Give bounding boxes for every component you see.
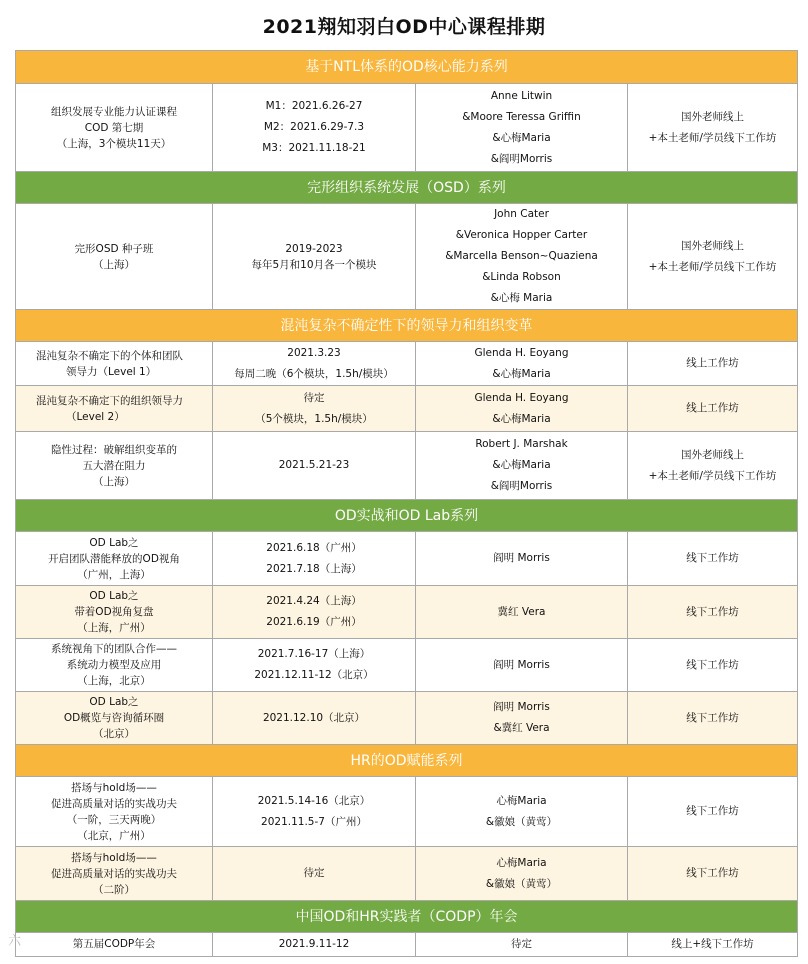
section-header [16, 500, 798, 532]
format-line: +本土老师/学员线下工作坊 [648, 131, 777, 144]
teachers-cell [416, 639, 628, 692]
course-name-line: COD 第七期 [84, 121, 144, 134]
section-title: 基于NTL体系的OD核心能力系列 [16, 51, 798, 84]
teacher-line: &心梅Maria [492, 367, 551, 380]
dates-cell [213, 432, 416, 500]
teachers-cell [416, 204, 628, 310]
course-name-line: （上海，广州） [77, 622, 151, 634]
teachers-cell [416, 777, 628, 847]
teacher-line: &Veronica Hopper Carter [455, 229, 588, 241]
course-name-line: 五大潜在阻力 [82, 459, 146, 472]
teacher-line: &阎明Morris [490, 480, 553, 492]
course-name-cell [16, 432, 213, 500]
course-name-line: 搭场与hold场—— [71, 851, 157, 864]
format-line: 国外老师线上 [681, 448, 744, 461]
teachers-cell [416, 847, 628, 901]
date-line: 2021.9.11-12 [278, 938, 350, 950]
course-row [16, 204, 798, 310]
dates-cell [213, 692, 416, 745]
teachers-cell [416, 342, 628, 386]
dates-cell [213, 586, 416, 639]
section-title: HR的OD赋能系列 [16, 745, 798, 777]
course-name-line: 带着OD视角复盘 [74, 606, 154, 618]
course-name-line: （上海） [93, 258, 135, 271]
format-line: 国外老师线上 [681, 239, 744, 252]
date-line: M3：2021.11.18-21 [262, 142, 366, 154]
date-line: 2021.7.18（上海） [266, 562, 362, 575]
course-name-line: OD Lab之 [89, 590, 139, 602]
teacher-line: &心梅Maria [492, 412, 551, 425]
date-line: 2021.7.16-17（上海） [257, 648, 371, 660]
format-cell [628, 586, 798, 639]
date-line: 2021.11.5-7（广州） [261, 815, 367, 828]
format-line: 国外老师线上 [681, 110, 744, 123]
format-line: +本土老师/学员线下工作坊 [648, 469, 777, 482]
teachers-cell [416, 386, 628, 432]
teacher-line: 阎明 Morris [493, 658, 550, 671]
course-name-line: 第五届CODP年会 [72, 938, 156, 950]
format-line: 线上工作坊 [686, 402, 739, 414]
date-line: 待定 [303, 391, 325, 404]
schedule-table [15, 50, 798, 957]
course-name-line: 领导力（Level 1） [66, 365, 157, 378]
date-line: 2021.5.14-16（北京） [257, 794, 371, 807]
course-name-cell [16, 933, 213, 957]
date-line: 2021.12.10（北京） [262, 711, 366, 724]
course-name-line: 完形OSD 种子班 [74, 242, 154, 255]
teacher-line: &Marcella Benson~Quaziena [445, 250, 598, 262]
dates-cell [213, 204, 416, 310]
teacher-line: &冀红 Vera [493, 722, 550, 734]
format-line: 线上+线下工作坊 [671, 938, 754, 950]
course-row [16, 84, 798, 172]
course-row [16, 432, 798, 500]
format-line: 线下工作坊 [686, 605, 739, 618]
course-row [16, 586, 798, 639]
format-line: 线上工作坊 [686, 357, 739, 369]
course-name-line: （上海） [93, 475, 135, 488]
teachers-cell [416, 692, 628, 745]
section-header [16, 51, 798, 84]
course-name-cell [16, 342, 213, 386]
section-header [16, 310, 798, 342]
teacher-line: Anne Litwin [490, 89, 553, 102]
course-name-cell [16, 204, 213, 310]
format-cell [628, 933, 798, 957]
dates-cell [213, 386, 416, 432]
format-cell [628, 692, 798, 745]
date-line: 2021.6.19（广州） [266, 616, 362, 628]
teacher-line: &心梅Maria [492, 131, 551, 144]
watermark: 六 [8, 934, 22, 949]
section-title: 完形组织系统发展（OSD）系列 [16, 172, 798, 204]
teachers-cell [416, 432, 628, 500]
course-name-line: OD Lab之 [89, 696, 139, 708]
format-line: 线下工作坊 [686, 658, 739, 671]
course-name-cell [16, 532, 213, 586]
format-line: 线下工作坊 [686, 867, 739, 879]
course-name-cell [16, 777, 213, 847]
course-name-cell [16, 386, 213, 432]
dates-cell [213, 532, 416, 586]
course-name-line: （北京，广州） [77, 829, 151, 842]
teacher-line: &Moore Teressa Griffin [462, 110, 581, 123]
dates-cell [213, 342, 416, 386]
teacher-line: &Linda Robson [482, 271, 561, 283]
course-row [16, 342, 798, 386]
course-name-line: 混沌复杂不确定下的个体和团队 [36, 349, 183, 362]
date-line: 2019-2023 [285, 242, 343, 255]
section-title: OD实战和OD Lab系列 [16, 500, 798, 532]
format-cell [628, 532, 798, 586]
course-name-line: 开启团队潜能释放的OD视角 [48, 552, 180, 565]
teachers-cell [416, 84, 628, 172]
section-title: 中国OD和HR实践者（CODP）年会 [16, 901, 798, 933]
course-name-line: OD Lab之 [89, 536, 139, 549]
course-name-line: （Level 2） [66, 410, 125, 423]
date-line: 2021.4.24（上海） [266, 595, 362, 607]
format-line: 线下工作坊 [686, 805, 739, 817]
course-name-line: 搭场与hold场—— [71, 781, 157, 794]
teacher-line: Robert J. Marshak [475, 438, 568, 450]
format-line: 线下工作坊 [686, 552, 739, 564]
course-name-line: 隐性过程：破解组织变革的 [51, 443, 177, 456]
course-name-cell [16, 639, 213, 692]
course-name-cell [16, 586, 213, 639]
course-name-cell [16, 84, 213, 172]
course-name-line: 系统动力模型及应用 [66, 659, 162, 671]
course-row [16, 386, 798, 432]
section-title: 混沌复杂不确定性下的领导力和组织变革 [16, 310, 798, 342]
date-line: 2021.5.21-23 [278, 459, 350, 471]
teacher-line: &阎明Morris [490, 152, 553, 165]
course-name-line: 促进高质量对话的实战功夫 [51, 797, 177, 810]
teacher-line: &徽娘（黄莺） [485, 877, 558, 890]
course-row [16, 847, 798, 901]
teacher-line: &徽娘（黄莺） [485, 815, 558, 828]
course-row [16, 933, 798, 957]
date-line: 2021.12.11-12（北京） [254, 669, 374, 681]
format-cell [628, 204, 798, 310]
teacher-line: Glenda H. Eoyang [474, 346, 569, 359]
course-name-line: （上海，3个模块11天） [56, 137, 172, 150]
teachers-cell [416, 532, 628, 586]
course-name-cell [16, 847, 213, 901]
format-cell [628, 847, 798, 901]
date-line: M2：2021.6.29-7.3 [263, 121, 365, 133]
course-name-line: 系统视角下的团队合作—— [51, 643, 177, 655]
teacher-line: 待定 [511, 938, 532, 950]
page-title: 2021翔知羽白OD中心课程排期 [262, 15, 546, 38]
format-cell [628, 432, 798, 500]
section-header [16, 901, 798, 933]
course-row [16, 692, 798, 745]
format-cell [628, 639, 798, 692]
dates-cell [213, 777, 416, 847]
teacher-line: Glenda H. Eoyang [474, 391, 569, 404]
teacher-line: John Cater [494, 208, 549, 220]
course-name-line: （上海，北京） [77, 675, 151, 687]
format-cell [628, 342, 798, 386]
format-line: +本土老师/学员线下工作坊 [648, 260, 777, 273]
teacher-line: 阎明 Morris [493, 701, 550, 713]
teacher-line: 心梅Maria [496, 794, 547, 807]
course-name-line: （北京） [93, 728, 135, 740]
course-name-line: （广州，上海） [77, 568, 151, 581]
format-cell [628, 777, 798, 847]
course-row [16, 777, 798, 847]
dates-cell [213, 847, 416, 901]
teachers-cell [416, 586, 628, 639]
date-line: 2021.6.18（广州） [266, 541, 362, 554]
date-line: M1：2021.6.26-27 [265, 100, 363, 112]
teacher-line: 心梅Maria [496, 856, 547, 869]
teachers-cell [416, 933, 628, 957]
date-line: （5个模块，1.5h/模块） [255, 412, 373, 425]
course-name-line: 促进高质量对话的实战功夫 [51, 867, 177, 880]
date-line: 待定 [303, 867, 325, 879]
dates-cell [213, 639, 416, 692]
course-name-line: （一阶，三天两晚） [66, 813, 162, 826]
format-cell [628, 84, 798, 172]
course-name-cell [16, 692, 213, 745]
dates-cell [213, 84, 416, 172]
teacher-line: 阎明 Morris [493, 552, 550, 564]
format-line: 线下工作坊 [686, 711, 739, 724]
date-line: 2021.3.23 [287, 346, 341, 359]
section-header [16, 172, 798, 204]
format-cell [628, 386, 798, 432]
course-name-line: （二阶） [93, 883, 135, 896]
course-name-line: 组织发展专业能力认证课程 [51, 105, 177, 118]
date-line: 每周二晚（6个模块，1.5h/模块） [234, 367, 394, 380]
section-header [16, 745, 798, 777]
teacher-line: &心梅Maria [492, 459, 551, 471]
teacher-line: 冀红 Vera [497, 605, 546, 618]
date-line: 每年5月和10月各一个模块 [251, 258, 377, 271]
course-row [16, 639, 798, 692]
teacher-line: &心梅 Maria [490, 292, 553, 304]
course-name-line: OD概览与咨询循环圈 [63, 712, 165, 724]
course-name-line: 混沌复杂不确定下的组织领导力 [36, 394, 183, 407]
dates-cell [213, 933, 416, 957]
course-row [16, 532, 798, 586]
